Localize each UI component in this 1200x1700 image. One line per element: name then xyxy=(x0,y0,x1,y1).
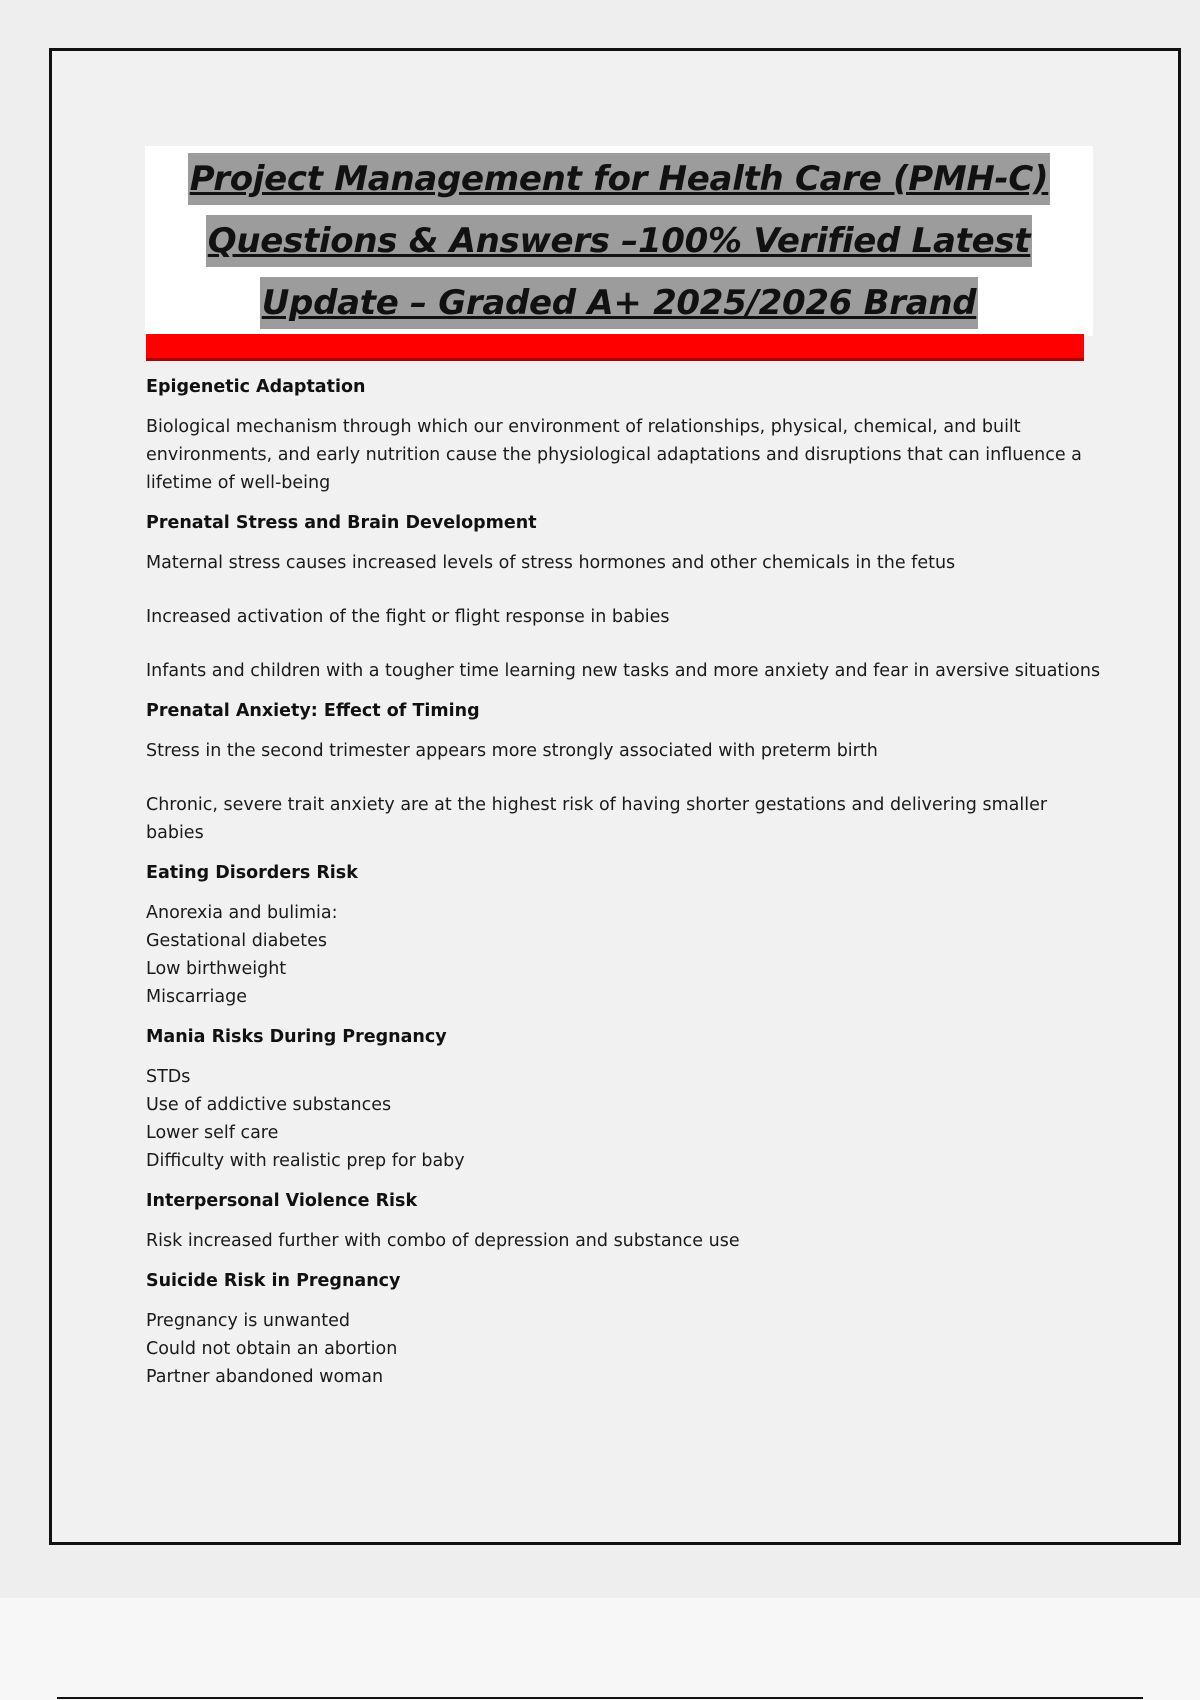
answer-text: Maternal stress causes increased levels of stress hormones and other chemicals in the fetus xyxy=(146,553,956,573)
answer-list xyxy=(146,899,1106,1011)
question-heading: Prenatal Anxiety: Effect of Timing xyxy=(146,701,480,721)
answer-line: Low birthweight xyxy=(146,959,287,979)
answer-line: Anorexia and bulimia: xyxy=(146,903,338,923)
answer-line: Miscarriage xyxy=(146,987,247,1007)
answer-text: Biological mechanism through which our environment of relationships, physical, chemical, and built environments, and early nutrition cause the physiological adaptations and disruptions that can influence a lifetime of well-being xyxy=(146,417,1082,493)
question-heading: Prenatal Stress and Brain Development xyxy=(146,513,537,533)
question-heading: Epigenetic Adaptation xyxy=(146,377,366,397)
answer-line: Use of addictive substances xyxy=(146,1095,392,1115)
document-title xyxy=(145,146,1093,336)
answer-line: Difficulty with realistic prep for baby xyxy=(146,1151,465,1171)
answer-text: Chronic, severe trait anxiety are at the highest risk of having shorter gestations and delivering smaller babies xyxy=(146,795,1048,843)
question-heading: Mania Risks During Pregnancy xyxy=(146,1027,447,1047)
question-heading: Suicide Risk in Pregnancy xyxy=(146,1271,401,1291)
answer-line: Pregnancy is unwanted xyxy=(146,1311,350,1331)
title-line-2: Questions & Answers –100% Verified Latest xyxy=(206,215,1033,267)
answer-line: Partner abandoned woman xyxy=(146,1367,384,1387)
answer-line: Could not obtain an abortion xyxy=(146,1339,398,1359)
answer-list xyxy=(146,1063,1106,1175)
answer-line: STDs xyxy=(146,1067,191,1087)
title-line-1: Project Management for Health Care (PMH-C) xyxy=(188,153,1051,205)
answer-text: Increased activation of the fight or flight response in babies xyxy=(146,607,670,627)
qa-content xyxy=(146,373,1106,1403)
question-heading: Eating Disorders Risk xyxy=(146,863,358,883)
page-border xyxy=(49,48,1181,1545)
question-heading: Interpersonal Violence Risk xyxy=(146,1191,418,1211)
title-divider-bar xyxy=(146,334,1084,361)
next-page-top-rule xyxy=(57,1697,1143,1699)
answer-line: Gestational diabetes xyxy=(146,931,328,951)
next-page-preview xyxy=(0,1598,1200,1700)
title-line-3: Update – Graded A+ 2025/2026 Brand xyxy=(260,277,979,329)
answer-text: Infants and children with a tougher time learning new tasks and more anxiety and fear in aversive situations xyxy=(146,661,1101,681)
answer-line: Lower self care xyxy=(146,1123,279,1143)
answer-text: Stress in the second trimester appears more strongly associated with preterm birth xyxy=(146,741,878,761)
answer-text: Risk increased further with combo of depression and substance use xyxy=(146,1231,740,1251)
answer-list xyxy=(146,1307,1106,1391)
